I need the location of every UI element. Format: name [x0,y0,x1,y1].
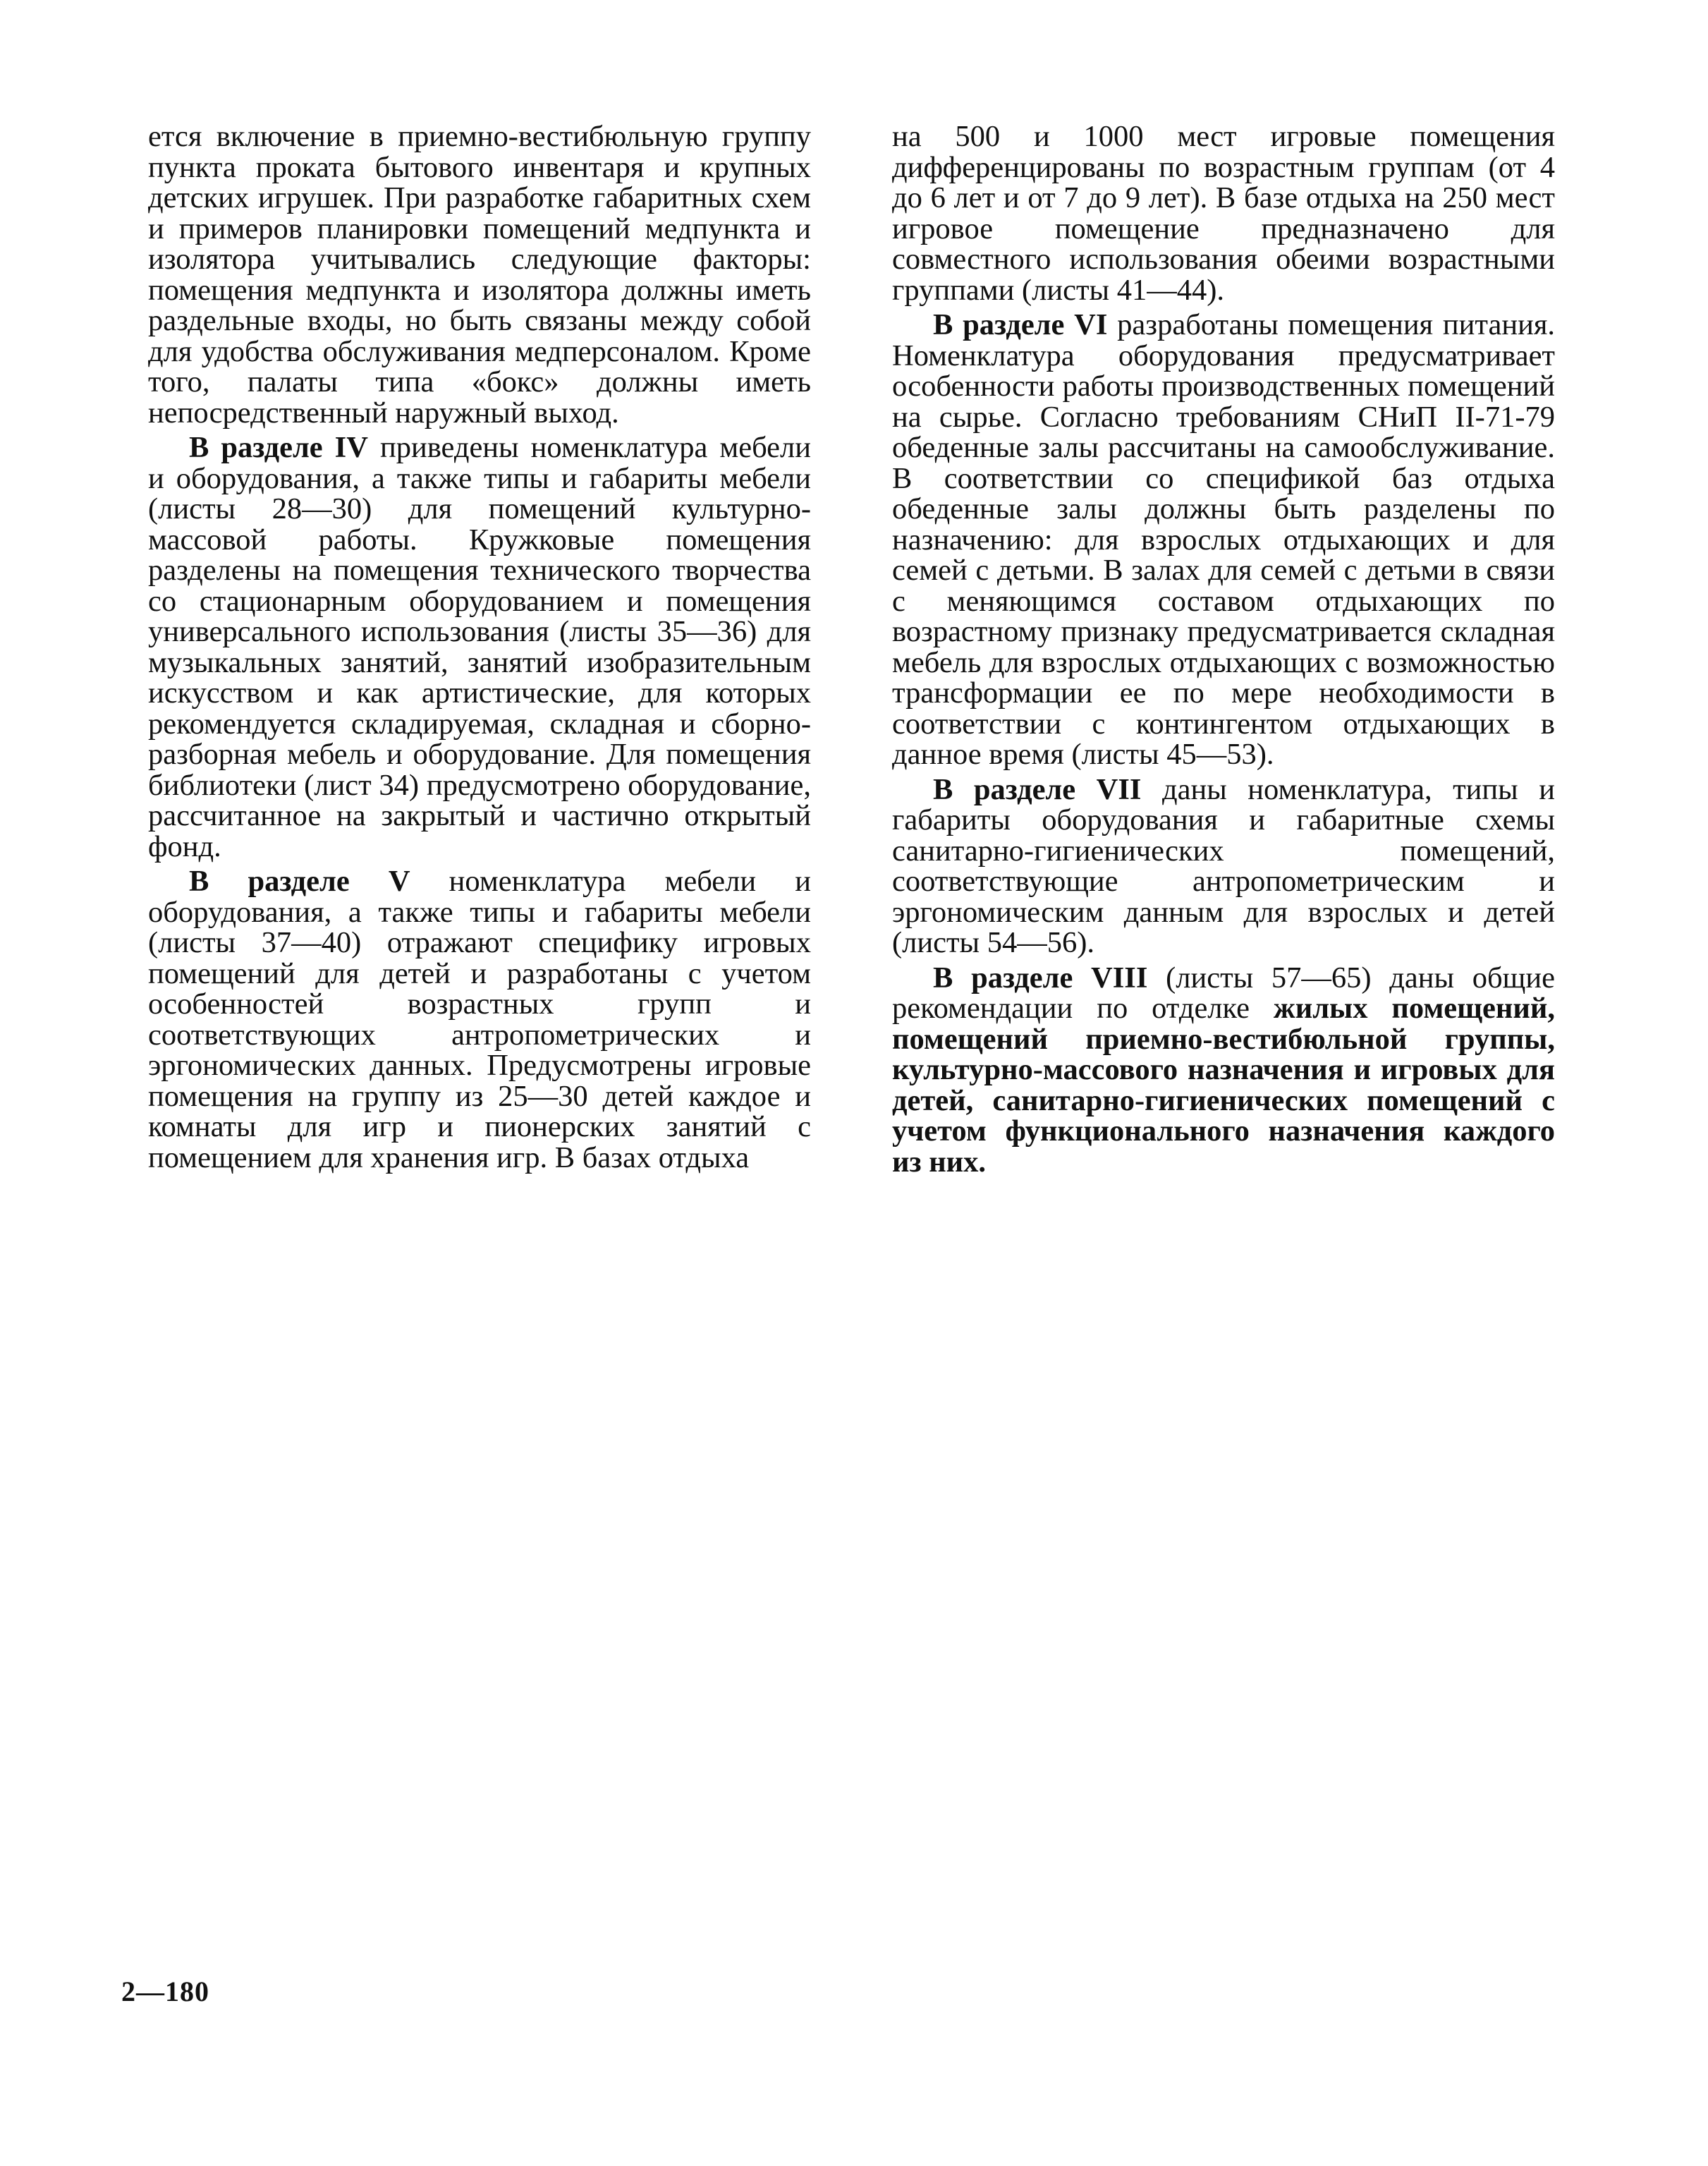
section-heading-vii: В разделе VII [933,772,1142,806]
section-heading-viii: В разделе VIII [933,961,1148,994]
paragraph-text: номенклатура мебели и оборудования, а также типы и габариты мебели (листы 37—40) отражают специфику игровых помещений для детей и разработаны с учетом особенностей возрастных групп и соответствующих антропометрических и эргономических данных. Предусмотрены игровые помещения на группу из 25—30 детей каждое и комнаты для игр и пионерских занятий с помещением для хранения игр. В базах отдыха [148,865,811,1174]
paragraph-section-iv [148,432,811,862]
paragraph-section-v [148,866,811,1173]
paragraph-text: приведены номенклатура мебели и оборудования, а также типы и габариты мебели (листы 28—30) для помещений культурно-массовой работы. Кружковые помещения разделены на помещения технического творчества со стационарным оборудованием и помещения универсального использования (листы 35—36) для музыкальных занятий, занятий изобразительным искусством и как артистические, для которых рекомендуется складируемая, складная и сборно-разборная мебель и оборудование. Для помещения библиотеки (лист 34) предусмотрено оборудование, рассчитанное на закрытый и частично открытый фонд. [148,431,811,863]
paragraph-text: даны номенклатура, типы и габариты оборудования и габаритные схемы санитарно-гигиенических помещений, соответствующие антропометрическим и эргономическим данным для взрослых и детей (листы 54—56). [892,772,1555,959]
section-heading-v: В разделе V [189,865,410,898]
section-heading-iv: В разделе IV [189,431,368,464]
paragraph-section-viii [892,963,1555,1178]
paragraph-text: на 500 и 1000 мест игровые помещения дифференцированы по возрастным группам (от 4 до 6 лет и от 7 до 9 лет). В базе отдыха на 250 мест игровое помещение предназначено для совместного использования обеими возрастными группами (листы 41—44). [892,120,1555,307]
paragraph-section-vii [892,774,1555,959]
paragraph-continued [148,121,811,428]
paragraph-continued [892,121,1555,305]
paragraph-text: разработаны помещения питания. Номенклатура оборудования предусматривает особенности работы производственных помещений на сырье. Согласно требованиям СНиП II-71-79 обеденные залы рассчитаны на самообслуживание. В соответствии со спецификой баз отдыха обеденные залы должны быть разделены по назначению: для взрослых отдыхающих и для семей с детьми. В залах для семей с детьми в связи с меняющимся составом отдыхающих по возрастному признаку предусматривается складная мебель для взрослых отдыхающих с возможностью трансформации ее по мере необходимости в соответствии с контингентом отдыхающих в данное время (листы 45—53). [892,308,1555,771]
paragraph-section-vi [892,310,1555,770]
section-heading-vi: В разделе VI [933,308,1108,341]
left-column [148,121,811,1173]
paragraph-text-emphasis: жилых помещений, помещений приемно-вестибюльной группы, культурно-массового назначения и игровых для детей, санитарно-гигиенических помещений с учетом функционального назначения каждого из них. [892,992,1555,1179]
paragraph-text: ется включение в приемно-вестибюльную группу пункта проката бытового инвентаря и крупных детских игрушек. При разработке габаритных схем и примеров планировки помещений медпункта и изолятора учитывались следующие факторы: помещения медпункта и изолятора должны иметь раздельные входы, но быть связаны между собой для удобства обслуживания медперсоналом. Кроме того, палаты типа «бокс» должны иметь непосредственный наружный выход. [148,120,811,430]
right-column [892,121,1555,1177]
page-number: 2—180 [121,1976,209,2007]
paragraph-text: (листы 57—65) даны общие рекомендации по отделке [892,961,1555,1025]
